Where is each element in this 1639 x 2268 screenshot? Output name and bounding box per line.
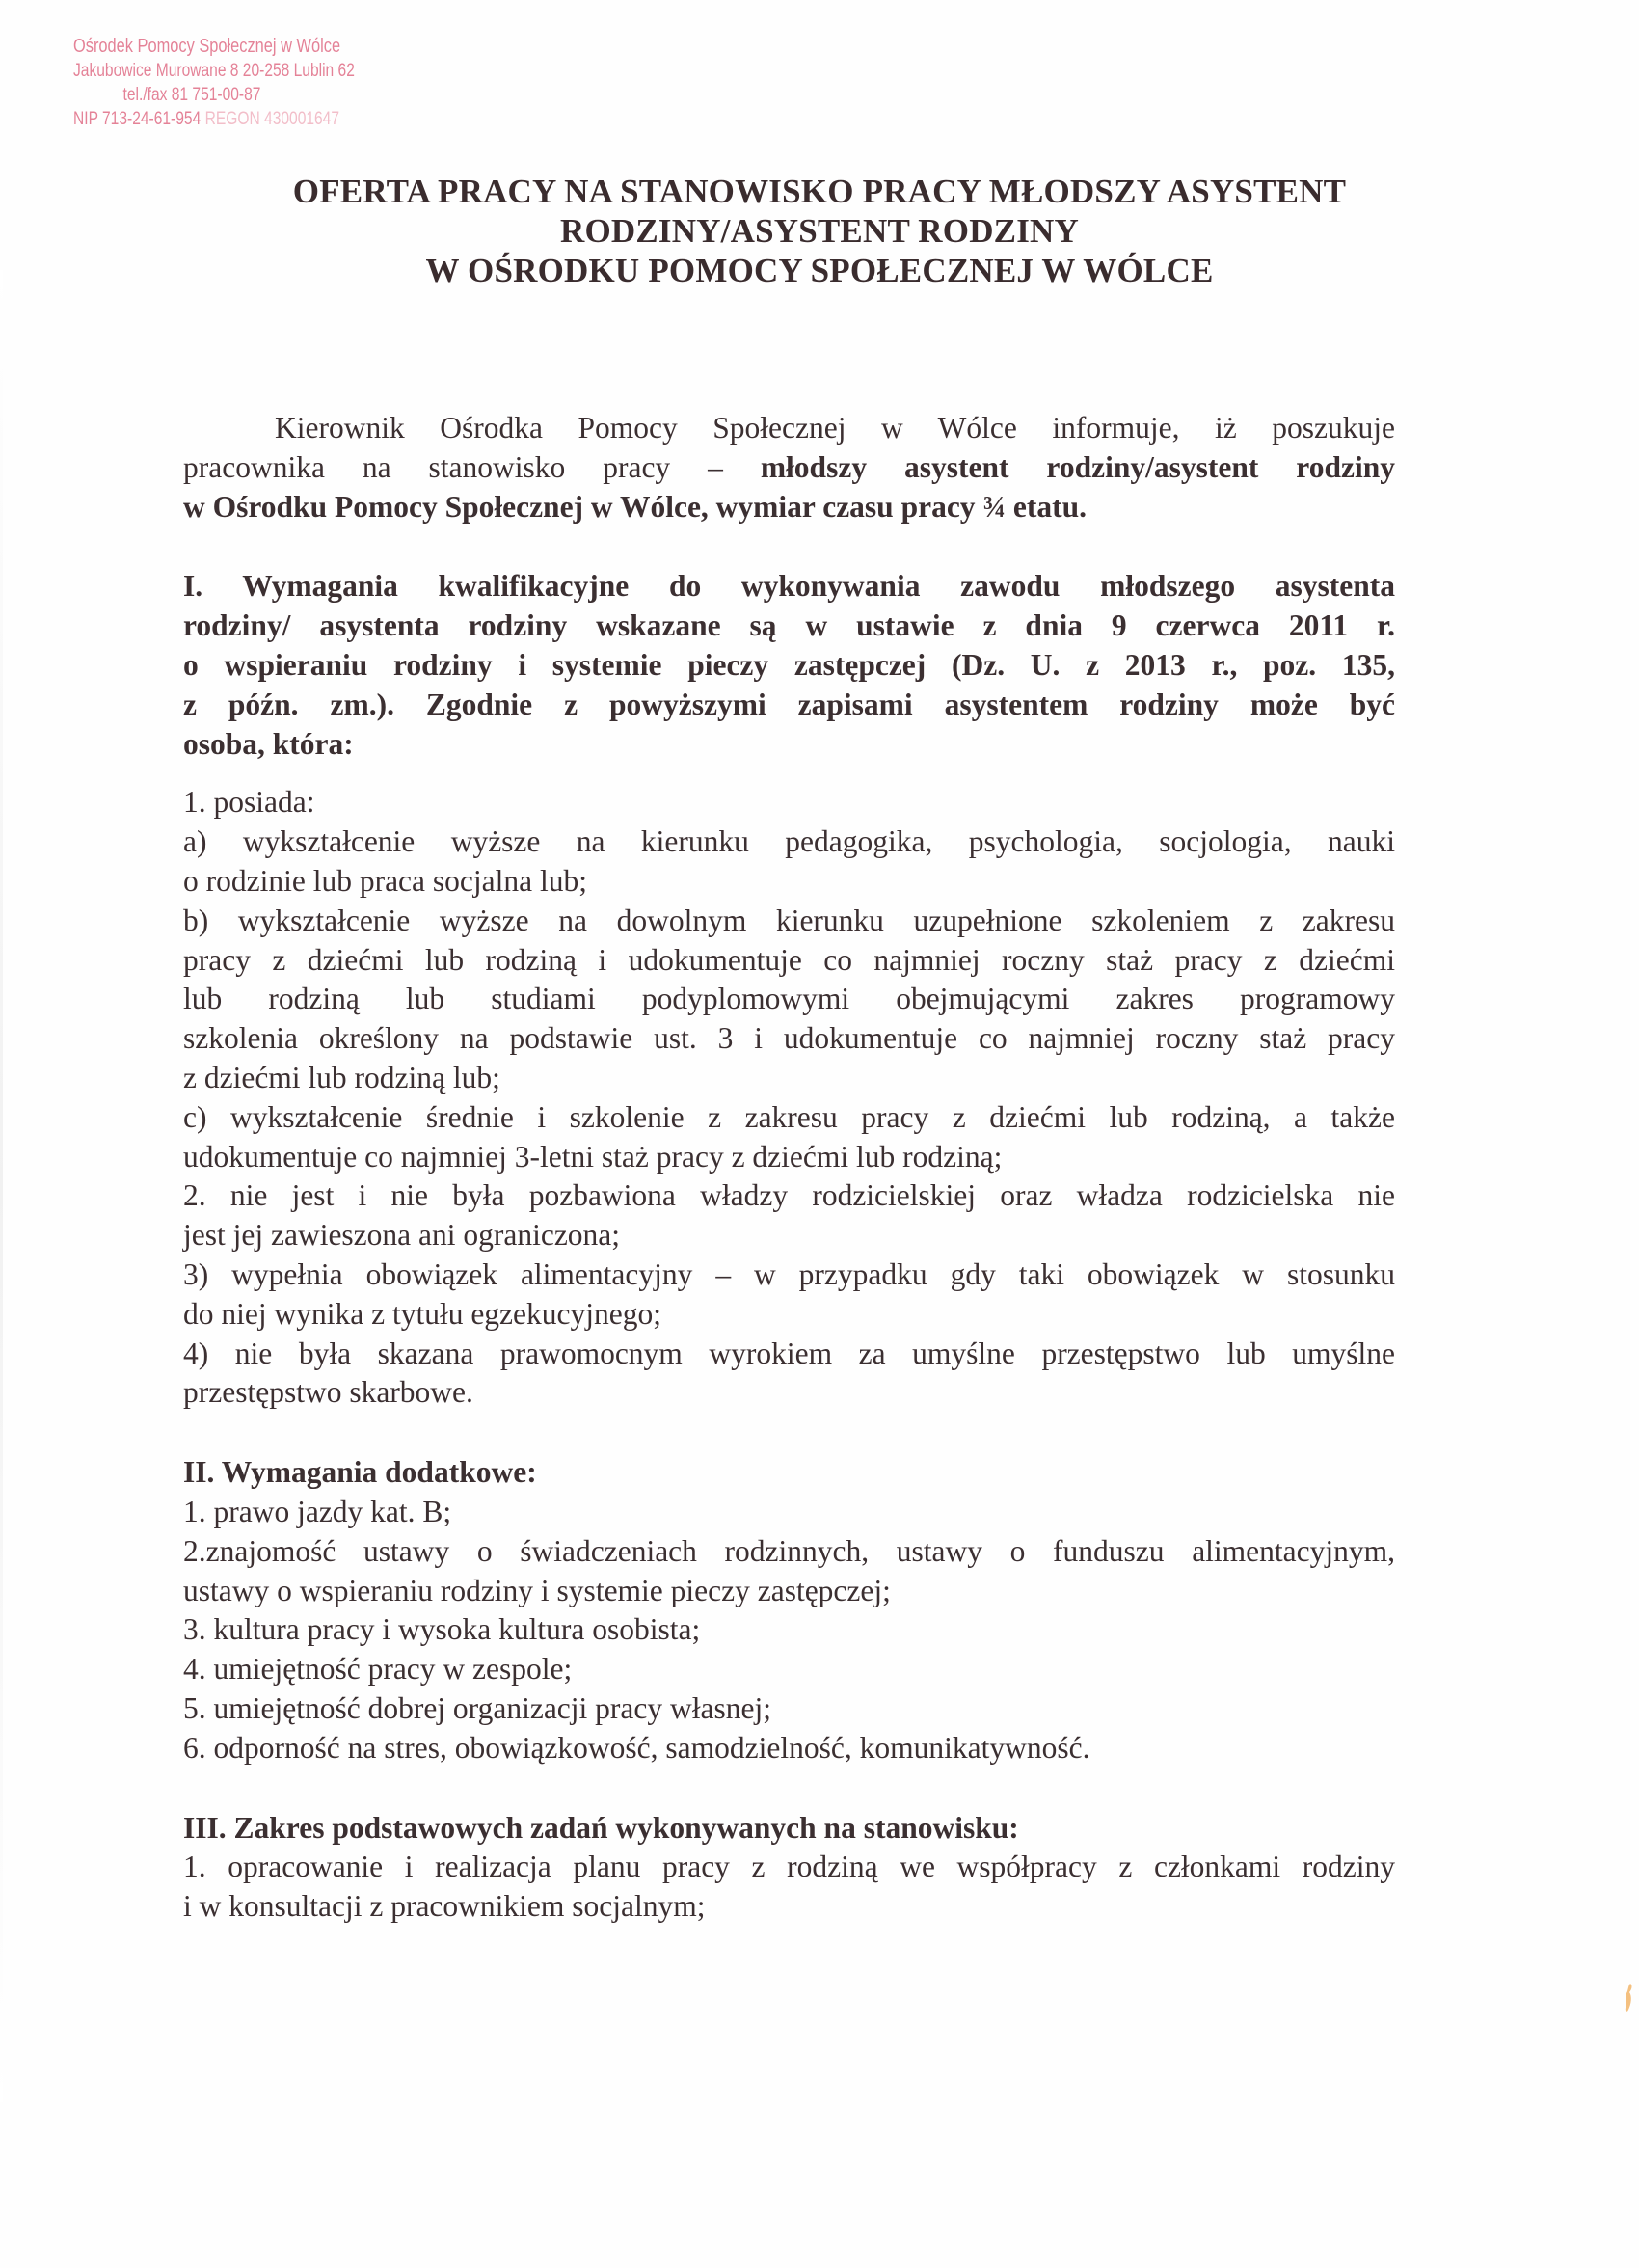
list-item-line: 4) nie była skazana prawomocnym wyrokiem za umyślne przestępstwo lub umyślne xyxy=(183,1336,1395,1370)
list-item-line: 6. odporność na stres, obowiązkowość, samodzielność, komunikatywność. xyxy=(183,1730,1090,1765)
list-item xyxy=(183,1176,1395,1256)
document-body xyxy=(183,409,1395,1927)
list-item xyxy=(183,1650,1395,1689)
list-item xyxy=(183,1098,1395,1177)
intro-text: pracownika na stanowisko pracy – xyxy=(183,449,761,484)
intro-line xyxy=(183,448,1395,488)
list-item-line: 3. kultura pracy i wysoka kultura osobista; xyxy=(183,1612,701,1647)
list-item-line: 2. nie jest i nie była pozbawiona władzy rodzicielskiej oraz władza rodzicielska nie xyxy=(183,1178,1395,1213)
heading-line: osoba, która: xyxy=(183,726,354,761)
list-item xyxy=(183,1493,1395,1532)
list-item xyxy=(183,1689,1395,1729)
intro-position-bold: młodszy asystent rodziny/asystent rodziny xyxy=(760,449,1395,484)
section-2-list xyxy=(183,1493,1395,1768)
list-item-line: do niej wynika z tytułu egzekucyjnego; xyxy=(183,1296,661,1331)
scan-edge-artifact xyxy=(0,270,3,2102)
stamp-line-address: Jakubowice Murowane 8 20-258 Lublin 62 xyxy=(73,61,355,81)
stamp-line-phone: tel./fax 81 751-00-87 xyxy=(122,85,261,105)
list-item-line: udokumentuje co najmniej 3-letni staż pracy z dziećmi lub rodziną; xyxy=(183,1139,1003,1174)
title-line-2: RODZINY/ASYSTENT RODZINY xyxy=(559,212,1080,250)
list-item-line: pracy z dziećmi lub rodziną i udokumentuje co najmniej roczny staż pracy z dziećmi xyxy=(183,942,1395,977)
list-item-line: ustawy o wspieraniu rodziny i systemie pieczy zastępczej; xyxy=(183,1573,891,1607)
list-item-line: b) wykształcenie wyższe na dowolnym kierunku uzupełnione szkoleniem z zakresu xyxy=(183,903,1395,937)
institution-stamp xyxy=(73,35,355,131)
intro-paragraph xyxy=(183,409,1395,526)
list-item-line: 1. opracowanie i realizacja planu pracy z rodziną we współpracy z członkami rodziny xyxy=(183,1850,1395,1884)
section-1-heading xyxy=(183,567,1395,764)
list-item-line: szkolenia określony na podstawie ust. 3 i udokumentuje co najmniej roczny staż pracy xyxy=(183,1021,1395,1056)
list-item-line: 1. posiada: xyxy=(183,785,315,820)
title-line-1: OFERTA PRACY NA STANOWISKO PRACY MŁODSZY ASYSTENT xyxy=(292,173,1347,210)
list-item-line: 2.znajomość ustawy o świadczeniach rodzinnych, ustawy o funduszu alimentacyjnym, xyxy=(183,1533,1395,1568)
list-item xyxy=(183,1532,1395,1611)
intro-line: Kierownik Ośrodka Pomocy Społecznej w Wólce informuje, iż poszukuje xyxy=(275,411,1395,445)
stain-mark xyxy=(1623,1983,1634,2013)
section-2-heading: II. Wymagania dodatkowe: xyxy=(183,1455,537,1490)
list-item-line: 4. umiejętność pracy w zespole; xyxy=(183,1652,573,1687)
list-item xyxy=(183,1729,1395,1768)
list-item xyxy=(183,902,1395,1098)
section-3-list xyxy=(183,1848,1395,1927)
list-item-line: o rodzinie lub praca socjalna lub; xyxy=(183,863,587,898)
document-title xyxy=(0,172,1639,290)
list-item-line: jest jej zawieszona ani ograniczona; xyxy=(183,1218,621,1253)
list-item xyxy=(183,783,1395,823)
section-1-list xyxy=(183,783,1395,1413)
stamp-line-name: Ośrodek Pomocy Społecznej w Wólce xyxy=(73,36,341,57)
section-3-heading: III. Zakres podstawowych zadań wykonywanych na stanowisku: xyxy=(183,1810,1019,1845)
list-item-line: a) wykształcenie wyższe na kierunku pedagogika, psychologia, socjologia, nauki xyxy=(183,824,1395,859)
heading-line: rodziny/ asystenta rodziny wskazane są w ustawie z dnia 9 czerwca 2011 r. xyxy=(183,608,1395,643)
stamp-line-ids xyxy=(73,107,340,131)
intro-line: w Ośrodku Pomocy Społecznej w Wólce, wymiar czasu pracy ¾ etatu. xyxy=(183,489,1088,524)
list-item-line: i w konsultacji z pracownikiem socjalnym; xyxy=(183,1889,706,1924)
list-item-line: z dziećmi lub rodziną lub; xyxy=(183,1060,500,1094)
stamp-regon: REGON 430001647 xyxy=(204,109,340,129)
list-item-line: 5. umiejętność dobrej organizacji pracy własnej; xyxy=(183,1690,771,1725)
heading-line: z późn. zm.). Zgodnie z powyższymi zapisami asystentem rodziny może być xyxy=(183,687,1395,721)
list-item xyxy=(183,1848,1395,1927)
list-item-line: c) wykształcenie średnie i szkolenie z zakresu pracy z dziećmi lub rodziną, a także xyxy=(183,1099,1395,1134)
stamp-nip: NIP 713-24-61-954 xyxy=(73,109,202,129)
list-item-line: 3) wypełnia obowiązek alimentacyjny – w przypadku gdy taki obowiązek w stosunku xyxy=(183,1256,1395,1291)
heading-line: o wspieraniu rodziny i systemie pieczy zastępczej (Dz. U. z 2013 r., poz. 135, xyxy=(183,647,1395,682)
title-line-3: W OŚRODKU POMOCY SPOŁECZNEJ W WÓLCE xyxy=(425,252,1214,289)
list-item-line: lub rodziną lub studiami podyplomowymi obejmującymi zakres programowy xyxy=(183,982,1395,1016)
list-item xyxy=(183,1610,1395,1650)
heading-line: I. Wymagania kwalifikacyjne do wykonywania zawodu młodszego asystenta xyxy=(183,569,1395,604)
list-item-line: 1. prawo jazdy kat. B; xyxy=(183,1494,452,1528)
list-item xyxy=(183,1335,1395,1414)
list-item xyxy=(183,823,1395,902)
list-item-line: przestępstwo skarbowe. xyxy=(183,1375,473,1410)
list-item xyxy=(183,1256,1395,1335)
